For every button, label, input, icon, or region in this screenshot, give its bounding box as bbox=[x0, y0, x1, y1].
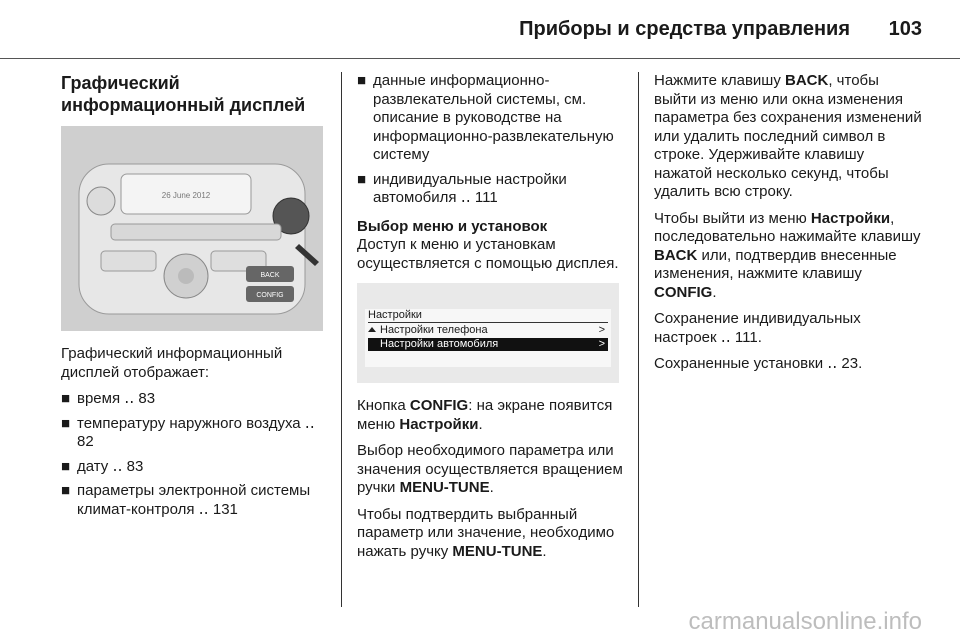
column-3 bbox=[654, 72, 924, 382]
photo-date-label: 26 June 2012 bbox=[161, 191, 211, 200]
photo-back-label: BACK bbox=[260, 272, 280, 279]
chevron-right-icon: > bbox=[598, 338, 605, 350]
bullet-icon: ■ bbox=[61, 482, 71, 499]
column-2 bbox=[357, 72, 627, 569]
paragraph-access: Доступ к меню и установкам осуществляется с помощью дисплея. bbox=[357, 236, 619, 272]
subheading: Выбор меню и установок bbox=[357, 217, 548, 235]
list-item: ■ индивидуальные настройки автомобиля ‥ 111 bbox=[357, 170, 567, 206]
radio-panel-photo bbox=[61, 126, 323, 331]
paragraph-save-settings: Сохранение индивидуальных настроек ‥ 111. bbox=[654, 310, 861, 346]
list-item: ■ параметры электронной системы климат-контроля ‥ 131 bbox=[61, 482, 311, 518]
up-arrow-icon bbox=[368, 327, 376, 332]
heading-line-1: Графический bbox=[61, 73, 180, 93]
header-rule bbox=[0, 58, 960, 59]
radio-panel-illustration bbox=[61, 126, 323, 331]
photo-config-label: CONFIG bbox=[256, 292, 284, 299]
chevron-right-icon: > bbox=[598, 324, 605, 336]
list-item: ■ дату ‥ 83 bbox=[61, 457, 144, 475]
paragraph-saved-settings: Сохраненные установки ‥ 23. bbox=[654, 355, 863, 372]
display-items-list-continued bbox=[357, 72, 627, 208]
page-title: Приборы и средства управления bbox=[519, 18, 850, 40]
paragraph-config: Кнопка CONFIG: на экране появится меню Настройки. bbox=[357, 397, 613, 433]
bullet-icon: ■ bbox=[61, 457, 71, 475]
column-divider-2 bbox=[638, 72, 639, 607]
paragraph-confirm: Чтобы подтвердить выбранный параметр или значение, необходимо нажать ручку MENU-TUNE. bbox=[357, 505, 615, 560]
list-item: ■ данные информационно-развлекательной системы, см. описание в руководстве на информационно-развлекательную систему bbox=[357, 72, 614, 163]
list-item: ■ температуру наружного воздуха ‥ 82 bbox=[61, 414, 315, 450]
heading-line-2: информационный дисплей bbox=[61, 95, 306, 115]
settings-screen bbox=[365, 309, 611, 367]
bullet-icon: ■ bbox=[61, 414, 71, 432]
column-divider-1 bbox=[341, 72, 342, 607]
screen-title: Настройки bbox=[368, 309, 608, 323]
page-number: 103 bbox=[888, 18, 922, 40]
screen-row-vehicle-selected: Настройки автомобиля > bbox=[368, 338, 608, 351]
section-heading bbox=[61, 72, 326, 116]
bullet-icon: ■ bbox=[61, 390, 71, 407]
list-item: ■ время ‥ 83 bbox=[61, 390, 156, 407]
paragraph-back: Нажмите клавишу BACK, чтобы выйти из меню или окна изменения параметра без сохранения изменений или удалить последний символ в строке. Удерживайте клавишу нажатой несколько секунд, чтобы удалить всю строку. bbox=[654, 72, 922, 200]
column-1 bbox=[61, 72, 326, 525]
paragraph-rotate: Выбор необходимого параметра или значения осуществляется вращением ручки MENU-TUNE. bbox=[357, 442, 623, 496]
screen-row-phone: Настройки телефона > bbox=[368, 324, 608, 337]
intro-text: Графический информационный дисплей отображает: bbox=[61, 345, 283, 381]
paragraph-exit: Чтобы выйти из меню Настройки, последовательно нажимайте клавишу BACK или, подтвердив внесенные изменения, нажмите клавишу CONFIG. bbox=[654, 209, 921, 301]
watermark: carmanualsonline.info bbox=[688, 608, 922, 635]
settings-screen-image bbox=[357, 283, 619, 383]
bullet-icon: ■ bbox=[357, 170, 367, 188]
display-items-list bbox=[61, 390, 326, 519]
bullet-icon: ■ bbox=[357, 72, 367, 89]
page-header bbox=[0, 18, 960, 50]
